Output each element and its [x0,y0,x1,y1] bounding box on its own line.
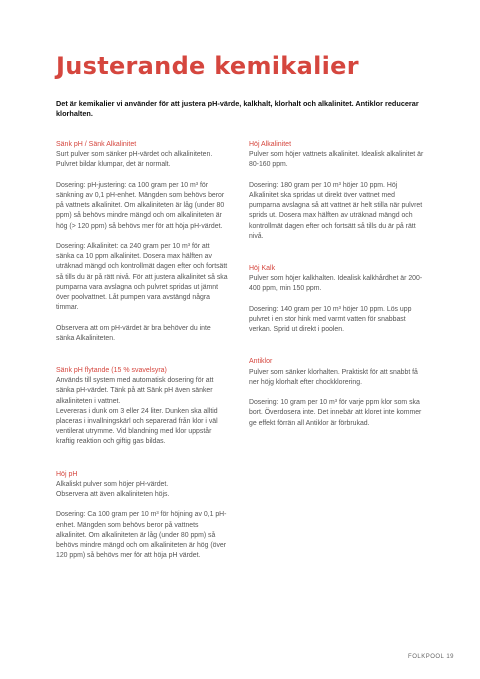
section-antiklor [249,357,427,428]
section-heading: Höj Alkalinitet [249,141,292,148]
section-heading: Sänk pH / Sänk Alkalinitet [56,141,137,148]
intro-text: Det är kemikalier vi använder för att justera pH-värde, kalkhalt, klorhalt och alkalinitet. Antiklor reducerar klorhalten. [56,99,419,119]
left-column [56,140,228,583]
section-paragraph: Pulver som höjer vattnets alkalinitet. Idealisk alkalinitet är 80-160 ppm. [249,151,424,169]
section-paragraph: Observera att om pH-värdet är bra behöver du inte sänka Alkaliniteten. [56,324,211,342]
right-column [249,140,427,451]
section-paragraph: Används till system med automatisk dosering för att sänka pH-värdet. Tänk på att Sänk pH även sänker alkaliniteten i vattnet. Levereras i dunk om 3 eller 24 liter. Dunken ska alltid placeras i invallningskärl och separerad från klor i väl ventilerat utrymme. Vid blandning med klor uppstår kraftig reaktion och giftig gas bildas. [56,377,218,446]
section-paragraph: Alkaliskt pulver som höjer pH-värdet. Observera att även alkaliniteten höjs. [56,480,170,499]
section-heading: Antiklor [249,358,273,366]
section-paragraph: Dosering: Alkalinitet: ca 240 gram per 10 m³ för att sänka ca 10 ppm alkalinitet. Dosera max hälften av uträknad mängd och kontrollmät dagen efter och fortsätt så tills du är på rätt nivå. För att justera alkalinitet så ska pumparna vara avslagna och pulvret spridas ut jämnt över poolvattnet. Låt pumpen vara avstängd några timmar. [56,243,228,312]
section-paragraph: Dosering: pH-justering: ca 100 gram per 10 m³ för sänkning av 0,1 pH-enhet. Mängden som behövs beror på vattnets alkalinitet. Om alkaliniteten är låg (under 80 ppm) så behövs mindre mängd och om alkaliniteten är hög (> 120 ppm) så behövs mer för att höja pH-värdet. [56,181,225,230]
section-hoj-alkalinitet [249,140,427,242]
section-paragraph: Pulver som höjer kalkhalten. Idealisk kalkhårdhet är 200-400 ppm, min 150 ppm. [249,275,423,293]
section-hoj-ph [56,470,228,562]
page-title: Justerande kemikalier [56,52,359,80]
section-sank-ph-alkalinitet [56,140,228,344]
section-paragraph: Dosering: 180 gram per 10 m³ höjer 10 ppm. Höj Alkalinitet ska spridas ut direkt över vattnet med pumparna avslagna så att vattnet är helt stilla när pulvret sprids ut. Dosera max hälften av uträknad mängd och kontrollmät dagen efter och fortsätt så tills du är på rätt nivå. [249,181,423,240]
section-heading: Sänk pH flytande (15 % svavelsyra) [56,367,167,375]
section-heading: Höj Kalk [249,265,276,273]
section-paragraph: Dosering: 140 gram per 10 m³ höjer 10 ppm. Lös upp pulvret i en stor hink med varmt vatten för snabbast verkan. Sprid ut direkt i poolen. [249,305,412,334]
section-paragraph: Surt pulver som sänker pH-värdet och alkaliniteten. Pulvret bildar klumpar, det är normalt. [56,151,213,169]
section-sank-ph-flytande [56,366,228,448]
section-paragraph: Dosering: Ca 100 gram per 10 m³ för höjning av 0,1 pH-enhet. Mängden som behövs beror på vattnets alkalinitet. Om alkaliniteten är låg (under 80 ppm) så behövs mindre mängd och om alkaliniteten är hög (över 120 ppm) så behövs mer för att höja pH värdet. [56,511,227,560]
section-paragraph: Pulver som sänker klorhalten. Praktiskt för att snabbt få ner höjg klorhalt efter chockklorering. [249,368,418,386]
section-paragraph: Dosering: 10 gram per 10 m³ för varje ppm klor som ska bort. Överdosera inte. Det innebär att kloret inte kommer ge effekt förrän all Antiklor är förbrukad. [249,399,422,427]
page-footer: FOLKPOOL 19 [408,654,454,660]
section-heading: Höj pH [56,470,78,478]
section-hoj-kalk [249,264,427,335]
